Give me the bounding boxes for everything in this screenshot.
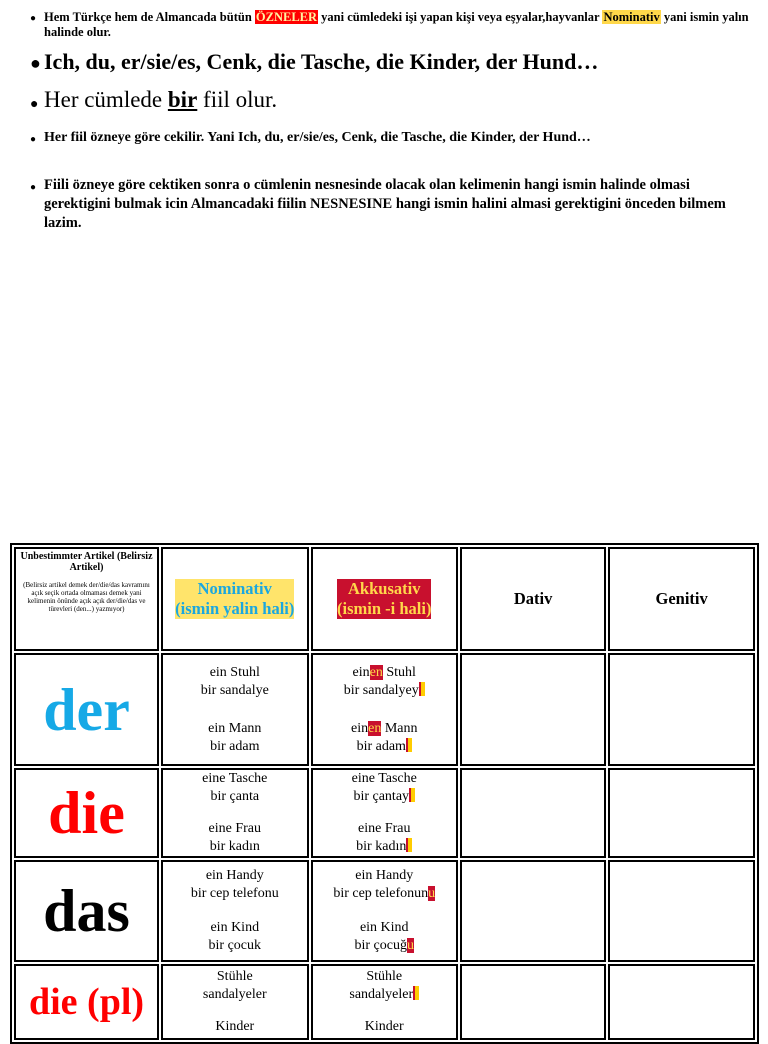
article-die-plural: die (pl) [28,981,145,1023]
dativ-cell [460,768,606,858]
cell-gap [163,903,307,919]
cell-line [313,682,456,700]
cell-line: sandalyeler [202,987,267,1002]
bullet-list [30,10,752,233]
cell-line: ein Stuhl [209,664,260,680]
cell-line: eine Frau [208,821,262,836]
table-row [14,860,755,962]
bullet-text: Ich, du, er/sie/es, Cenk, die Tasche, die Kinder, der Hund… [44,49,599,74]
bullet-text: Her fiil özneye göre cekilir. Yani Ich, du, er/sie/es, Cenk, die Tasche, die Kinder, der Hund… [44,130,591,145]
bullet-dot-icon: ● [30,13,37,24]
word-stem: sandalyeler [349,987,414,1002]
header-nominativ [161,547,309,651]
word-stem: ein [352,664,370,680]
bullet-dot-icon: ● [30,182,37,193]
table-row [14,964,755,1040]
bullet-dot-icon: ● [30,53,41,73]
cell-gap [313,700,456,720]
article-der: der [43,676,130,743]
akkusativ-cell [311,653,458,766]
cell-line: eine Tasche [351,771,417,786]
genitiv-cell [608,860,755,962]
bullet-text: yani ismin yalın halinde olur. [44,10,749,39]
bullet-dot-icon: ● [30,134,37,145]
cell-line: ein Kind [359,920,409,935]
word-stem: bir çocuğ [354,938,407,953]
article-cell-das [14,860,159,962]
bullet-item-object-case [30,176,752,233]
header-dativ: Dativ [460,547,606,651]
cell-gap [313,806,456,820]
nominativ-cell [161,768,309,858]
header-genitiv: Genitiv [608,547,755,651]
word-stem: bir sandalyey [343,682,419,698]
word-rest: Stuhl [382,664,416,680]
bullet-text: Her cümlede [44,87,168,112]
case-ending: u [406,938,414,953]
bullet-item-conjugation [30,129,752,147]
highlight-ozneler: ÖZNELER [255,10,318,24]
nominativ-label [175,579,294,619]
cell-line: Stühle [216,969,253,984]
article-cell-die-pl [14,964,159,1040]
cell-line [313,720,456,738]
article-cell-der [14,653,159,766]
genitiv-cell [608,653,755,766]
article-das: das [43,878,130,944]
bullet-text: fiil olur. [197,87,278,112]
word-stem: bir adam [356,738,406,754]
nominativ-cell [161,860,309,962]
article-cell-die [14,768,159,858]
nominativ-cell [161,653,309,766]
cell-line [313,664,456,682]
cell-line: ein Kind [210,920,260,935]
cell-line [313,986,456,1004]
table-row [14,653,755,766]
header-akkusativ [311,547,458,651]
dativ-cell [460,964,606,1040]
cell-line [313,788,456,806]
cell-line [313,738,456,756]
cell-gap [163,700,307,720]
word-stem: ein [351,720,369,736]
cell-gap [313,1004,456,1018]
dativ-cell [460,653,606,766]
table-row [14,768,755,858]
genitiv-cell [608,768,755,858]
word-rest: Mann [381,720,418,736]
akkusativ-cell [311,860,458,962]
bullet-dot-icon: ● [30,97,39,112]
case-ending: en [368,720,382,736]
cell-line: ein Handy [205,868,264,883]
case-ending-marker [409,788,415,802]
cell-gap [163,806,307,820]
case-ending-marker [413,986,419,1000]
genitiv-cell [608,964,755,1040]
cell-line: bir cep telefonu [190,886,279,901]
word-stem: bir cep telefonun [333,886,429,901]
cell-line: eine Tasche [202,771,268,786]
cell-line: bir adam [210,738,260,754]
cell-line [313,885,456,903]
cell-line: bir çocuk [208,938,262,953]
bullet-text: Fiili özneye göre cektiken sonra o cümlenin nesnesinde olacak olan kelimenin hangi ismin halinde olmasi gerektigini bulmak icin Almancadaki fiilin NESNESINE hangi ismin halini almasi gerektigini önceden bilmem lazim. [44,177,726,231]
nominativ-line1: Nominativ [197,579,272,598]
cell-gap [163,1004,307,1018]
cell-line: Stühle [366,969,403,984]
cell-line [313,937,456,955]
akkusativ-label [337,579,431,619]
akkusativ-line2: (ismin -i hali) [337,599,432,618]
cell-line: bir sandalye [200,682,269,698]
case-ending: u [428,886,436,901]
nominativ-cell [161,964,309,1040]
case-ending-marker [406,838,412,852]
akkusativ-cell [311,964,458,1040]
cell-line: ein Handy [355,868,414,883]
nominativ-line2: (ismin yalin hali) [175,599,295,618]
bullet-item-one-verb [30,85,752,115]
akkusativ-line1: Akkusativ [348,579,421,598]
word-stem: bir çantay [353,789,410,804]
case-ending-marker [406,738,412,752]
article-case-table [10,543,759,1044]
header-title: Unbestimmter Artikel (Belirsiz Artikel) [20,551,153,573]
cell-line: ein Mann [208,720,262,736]
case-ending: en [369,664,383,680]
cell-line: bir kadın [209,839,260,854]
highlight-nominativ: Nominativ [603,10,660,24]
header-unbestimmter-artikel [14,547,159,651]
cell-line [313,838,456,856]
article-die: die [48,780,125,846]
cell-gap [313,903,456,919]
word-stem: bir kadın [356,839,407,854]
cell-line: eine Frau [358,821,411,836]
dativ-cell [460,860,606,962]
cell-line: Kinder [215,1019,255,1034]
bullet-item-pronouns [30,48,752,76]
bullet-text: Hem Türkçe hem de Almancada bütün [44,10,255,24]
cell-line: bir çanta [210,789,260,804]
table-header-row [14,547,755,651]
akkusativ-cell [311,768,458,858]
emphasis-bir: bir [167,87,198,112]
header-subtitle: (Belirsiz artikel demek der/die/das kavramını açık seçik ortada olmaması demek yani kelimenin önünde açık açık der/die/das ve türevleri (den...) yazmıyor) [23,581,150,613]
bullet-text: yani cümledeki işi yapan kişi veya eşyalar,hayvanlar [318,10,603,24]
bullet-item-subjects [30,10,752,40]
case-ending-marker [419,682,425,696]
cell-line: Kinder [364,1019,404,1034]
